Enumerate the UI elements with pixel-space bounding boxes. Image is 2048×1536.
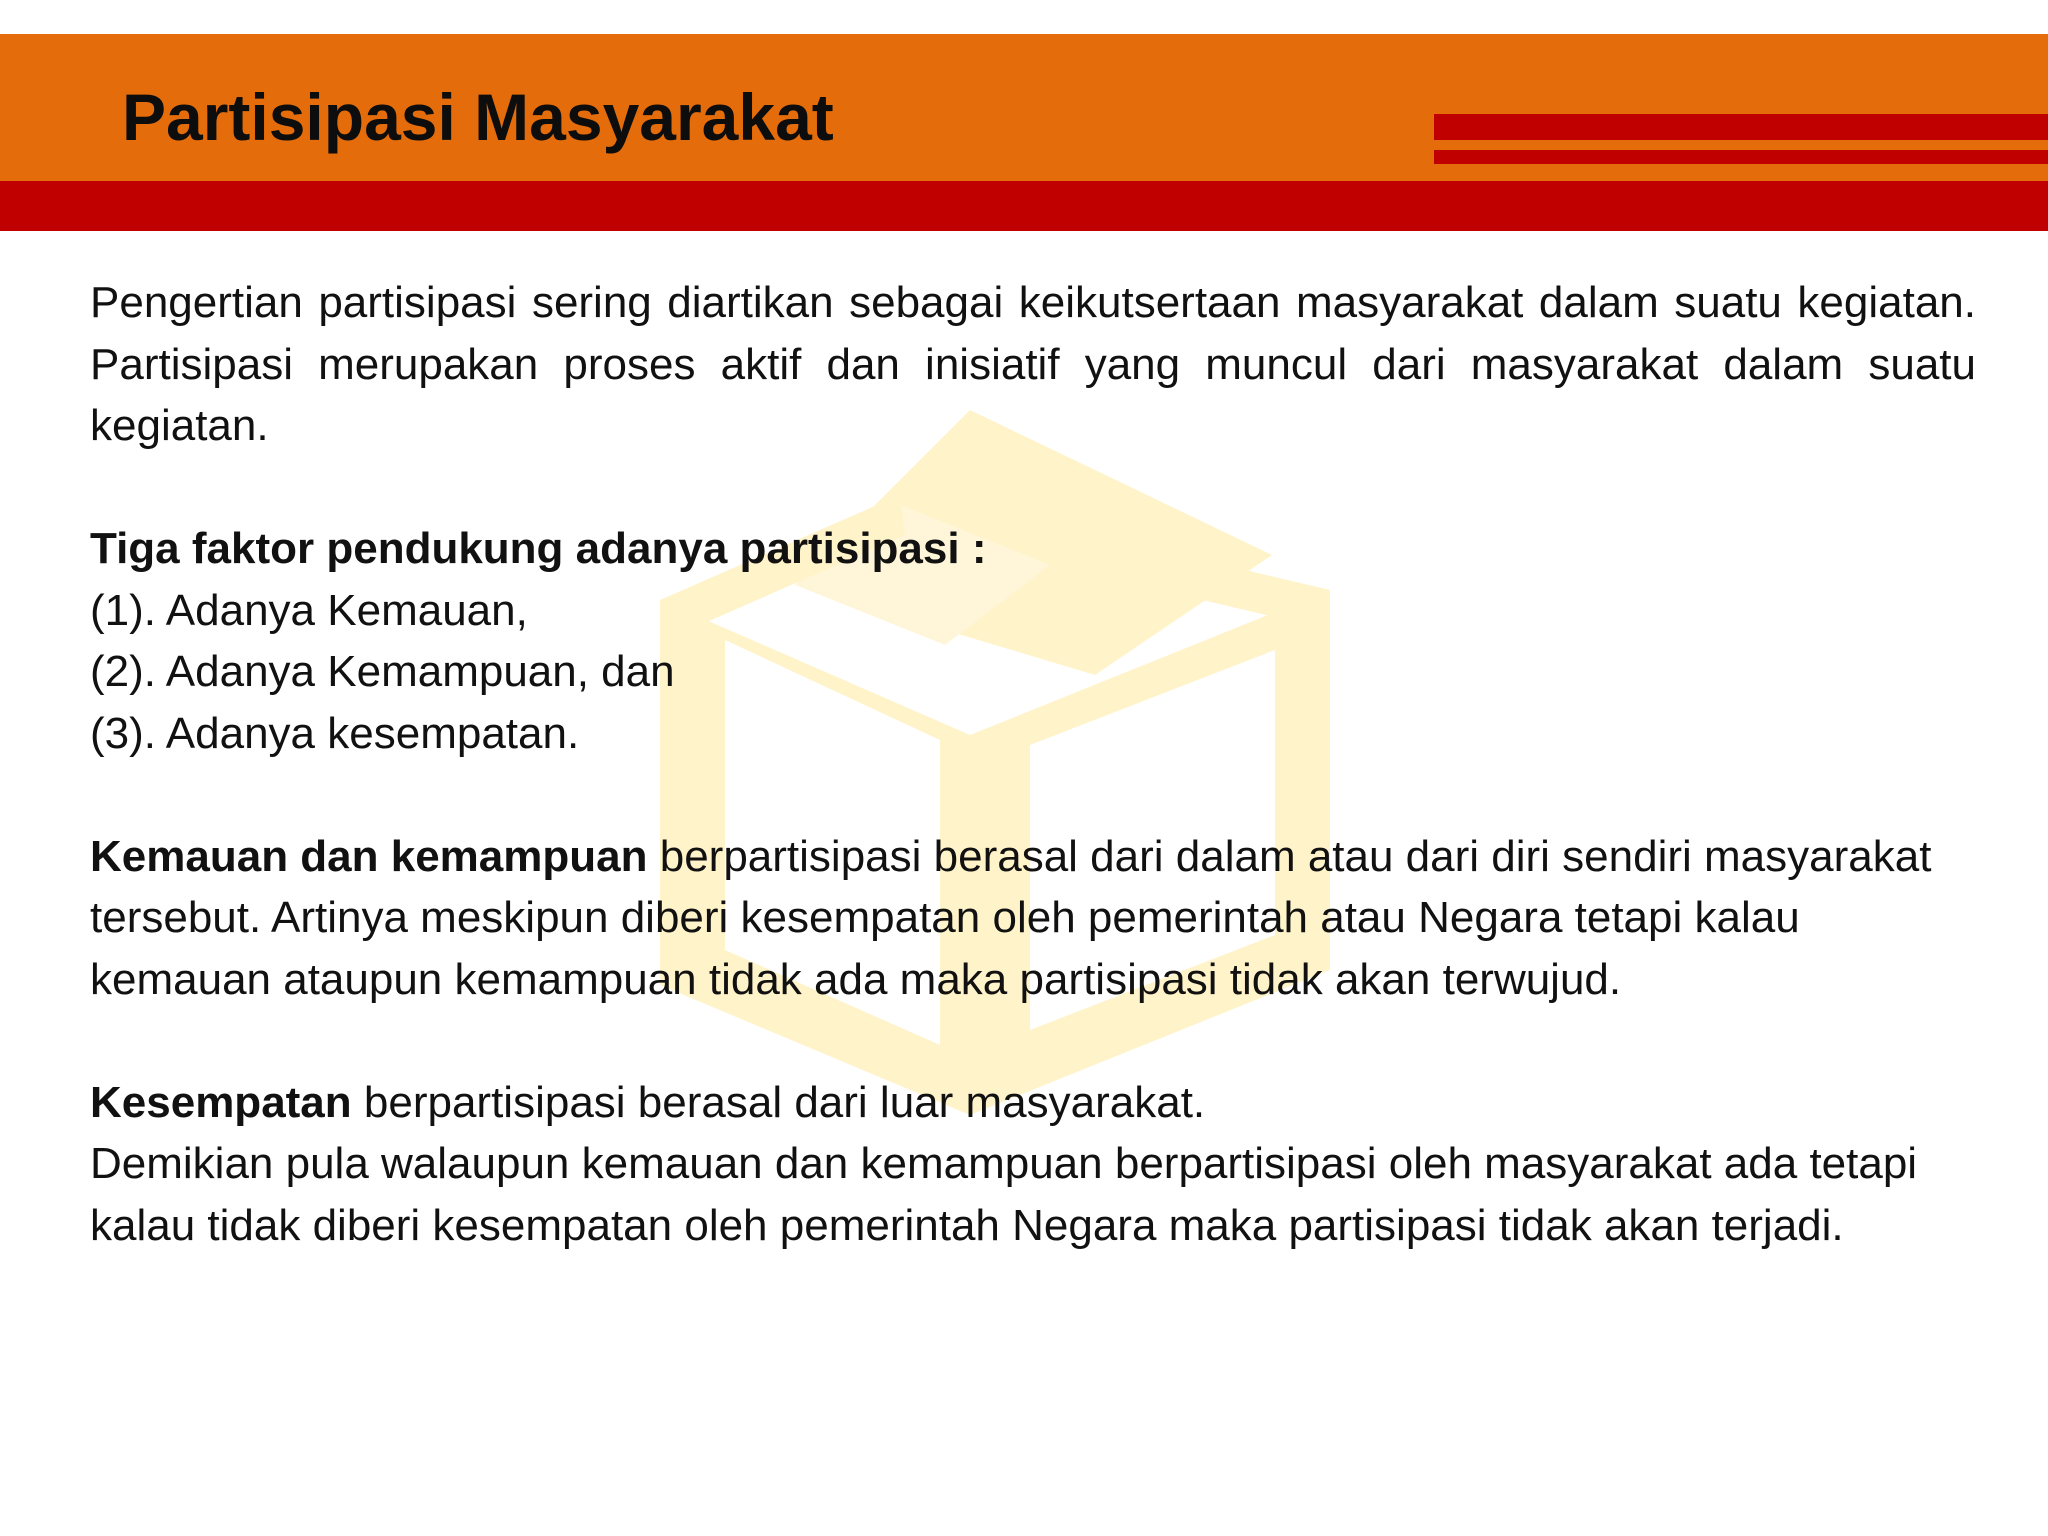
spacer [90, 1010, 1976, 1072]
conclusion-paragraph: Demikian pula walaupun kemauan dan kemampuan berpartisipasi oleh masyarakat ada tetapi kalau tidak diberi kesempatan oleh pemerintah Negara maka partisipasi tidak akan terjadi. [90, 1139, 1918, 1250]
opportunity-bold-lead: Kesempatan [90, 1077, 352, 1127]
spacer [90, 764, 1976, 826]
page-title: Partisipasi Masyarakat [122, 80, 834, 154]
willingness-text: berpartisipasi berasal dari dalam atau dari diri sendiri masyarakat tersebut. Artinya meskipun diberi kesempatan oleh pemerintah atau Negara tetapi kalau kemauan ataupun kemampuan tidak ada maka partisipasi tidak akan terwujud. [90, 831, 1932, 1004]
factor-item-1: (1). Adanya Kemauan, [90, 585, 528, 635]
willingness-bold-lead: Kemauan dan kemampuan [90, 831, 648, 881]
factor-item-2: (2). Adanya Kemampuan, dan [90, 647, 675, 696]
header-red-band [0, 181, 2048, 231]
intro-paragraph: Pengertian partisipasi sering diartikan sebagai keikutsertaan masyarakat dalam suatu kegiatan. Partisipasi merupakan proses aktif dan inisiatif yang muncul dari masyarakat dalam suatu kegiatan. [90, 278, 1976, 450]
factors-heading: Tiga faktor pendukung adanya partisipasi : [90, 524, 987, 573]
opportunity-paragraph [90, 1072, 1976, 1134]
header-accent-stripe-bottom [1434, 150, 2048, 164]
slide-content [90, 272, 1976, 1256]
spacer [90, 457, 1976, 519]
factor-item-3: (3). Adanya kesempatan. [90, 708, 580, 758]
header-accent-stripe-top [1434, 114, 2048, 140]
opportunity-text: berpartisipasi berasal dari luar masyarakat. [351, 1077, 1206, 1127]
willingness-paragraph [90, 826, 1976, 1011]
